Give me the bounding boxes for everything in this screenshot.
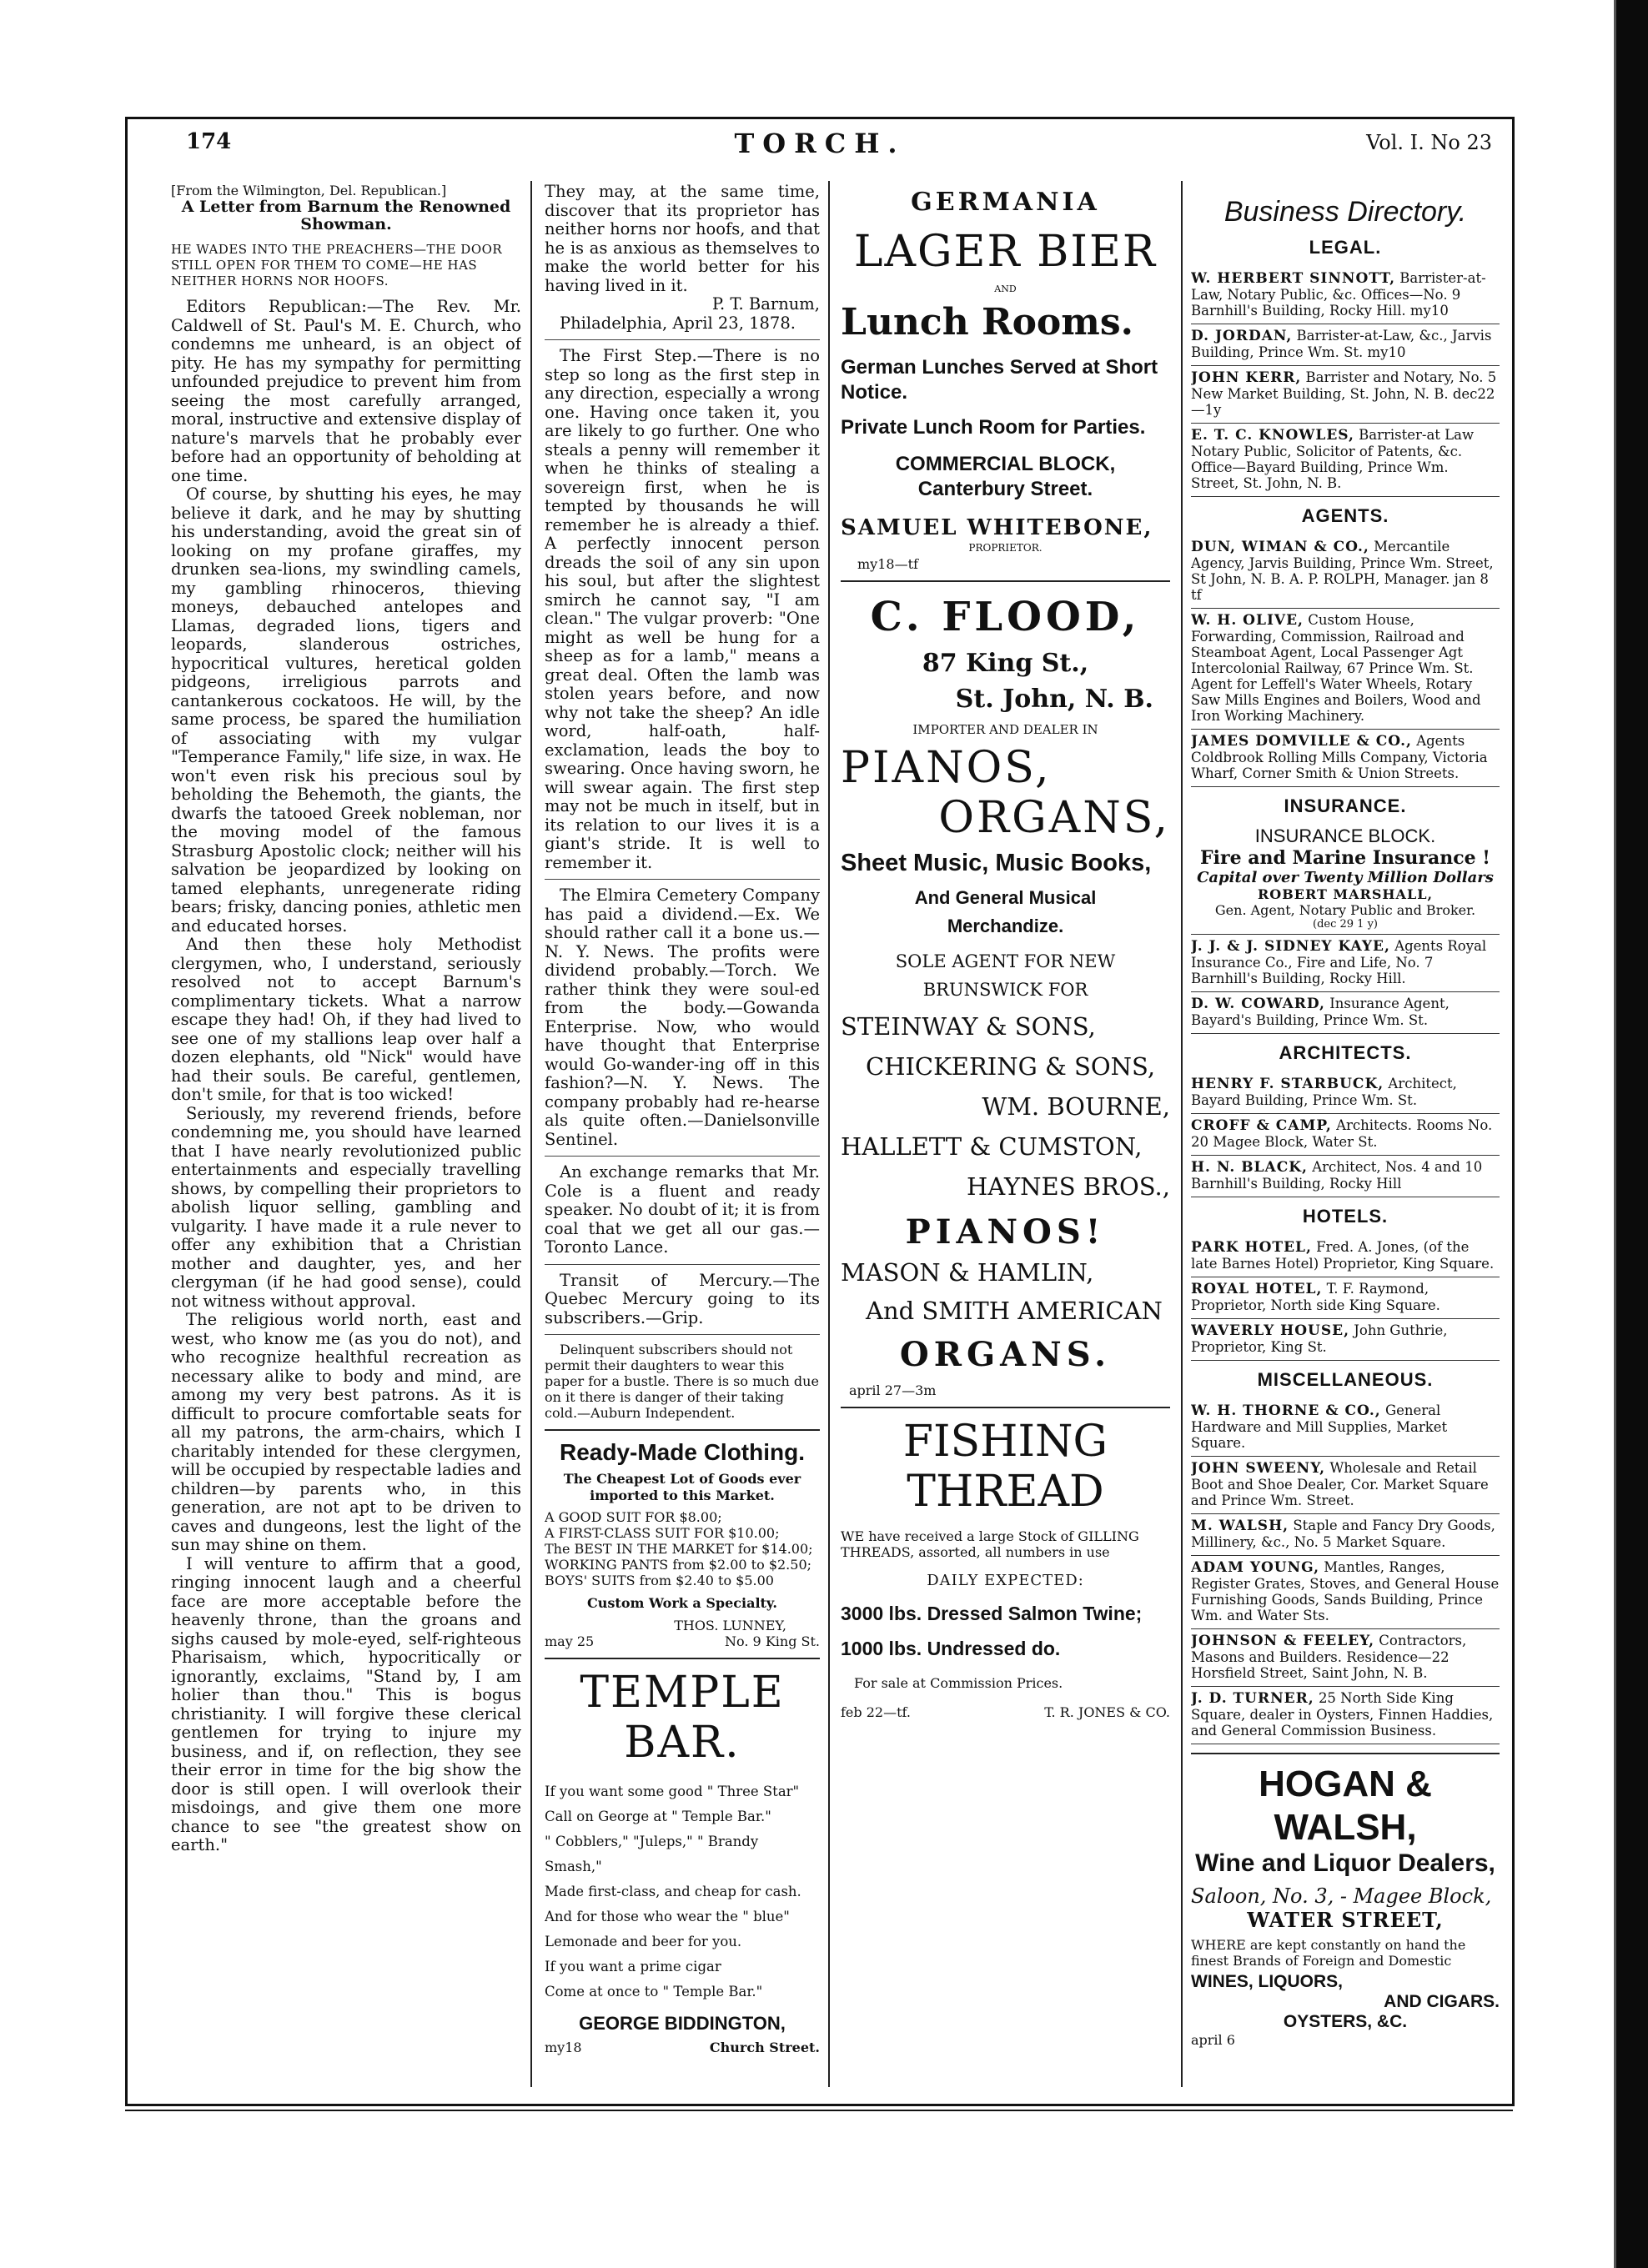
ad-line: Saloon, No. 3, - Magee Block, [1191,1884,1492,1908]
article-paragraph: They may, at the same time, discover that its proprietor has neither horns nor hoofs, and that he is as anxious as themselves to make the world better for his having lived in it. [545,183,820,295]
directory-entry: M. WALSH, Staple and Fancy Dry Goods, Millinery, &c., No. 5 Market Square. [1191,1514,1500,1556]
directory-entry: ADAM YOUNG, Mantles, Ranges, Register Grates, Stoves, and General House Furnishing Goods, Sands Building, Prince Wm. and Water Sts. [1191,1556,1500,1629]
article-paragraph: The religious world north, east and west, who know me (as you do not), and who recognize healthful recreation as necessary alike to body and mind, are among my very best patrons. As it is difficult to procure comfortable seats for all my patrons, the arm-chairs, which I charitably intended for these clergymen, will be occupied by respectable ladies and children—by parents who, in this generation, are not apt to be driven to caves and dungeons, lest the light of the sun may shine on them. [171,1310,521,1554]
ad-footer [545,1633,820,1649]
directory-entry: D. W. COWARD, Insurance Agent, Bayard's Building, Prince Wm. St. [1191,992,1500,1034]
ad-heading: Sheet Music, Music Books, [841,850,1152,876]
ad-clothing [545,1439,820,1649]
ad-footer [841,1704,1170,1720]
divider [545,1156,820,1157]
ad-maker: HAYNES BROS., [966,1172,1170,1201]
article-paragraph: I will venture to affirm that a good, ringing innocent laugh and a cheerful face are more acceptable before the heavenly throne, than the groans and sighs caused by mole-eyed, self-righteous Pharisaism, which, hypocritically or ignorantly, exclaims, "Stand by, I am holier than thou." This is bogus christianity. I will forgive these clerical gentlemen for trying to injure my business, and if, on reflection, they see their error in time for the big show the door is still open. I will overlook their misdoings, and give them one more chance to see "the greatest show on earth." [171,1553,521,1854]
ad-line: WHERE are kept constantly on hand the finest Brands of Foreign and Domestic [1191,1937,1466,1969]
ad-line: WORKING PANTS from $2.00 to $2.50; [545,1557,812,1573]
article-paragraph: The Elmira Cemetery Company has paid a dividend.—Ex. We should rather call it a bone us.—N. Y. News. The profits were dividend probably.—Torch. We rather think they were soul-ed from the body.—Gowanda Enterprise. Now, who would have thought that Enterprise would Go-wander-ing off in this fashion?—N. Y. News. The company probably had re-hearse als quite often.—Danielsonville Sentinel. [545,886,820,1149]
scan-border [1616,0,1648,2268]
article-paragraph: Editors Republican:—The Rev. Mr. Caldwell of St. Paul's M. E. Church, who condemns me unheard, is an object of pity. He has my sympathy for permitting unfounded prejudice to prevent him from seeing the most carefully arranged, moral, instructive and extensive display of nature's marvels that he probably ever before had an opportunity of beholding at one time. [171,297,521,485]
article-dateline: Philadelphia, April 23, 1878. [560,313,796,333]
section-agents: AGENTS. [1301,505,1389,526]
ad-owner: GEORGE BIDDINGTON, [579,2013,786,2034]
ad-line: 87 King St., [922,649,1089,678]
ad-line: German Lunches Served at Short Notice. [841,356,1158,404]
directory-entry: J. J. & J. SIDNEY KAYE, Agents Royal Insurance Co., Fire and Life, No. 7 Barnhill's Building, Rocky Hill. [1191,935,1500,992]
ad-date: april 6 [1191,2032,1235,2048]
insurance-block-ad: INSURANCE BLOCK. Fire and Marine Insurance ! Capital over Twenty Million Dollars ROBERT MARSHALL, Gen. Agent, Notary Public and Broker. (dec 29 1 y) [1191,825,1500,935]
article-deck: HE WADES INTO THE PREACHERS—THE DOOR STILL OPEN FOR THEM TO COME—HE HAS NEITHER HORNS NOR HOOFS. [171,242,503,289]
divider [841,1407,1170,1408]
ad-heading: GERMANIA [911,188,1100,217]
directory-entry: ROYAL HOTEL, T. F. Raymond, Proprietor, North side King Square. [1191,1277,1500,1319]
ad-heading: ORGANS, [938,793,1170,843]
divider [545,339,820,340]
ad-germania [841,188,1170,572]
column-business-directory [1191,183,1500,2092]
article-paragraph: The First Step.—There is no step so long as the first step in any direction, especially a wrong one. Having once taken it, you are likely to go further. One who steals a penny will remember it when he thinks of stealing a sovereign first, when he is tempted by thousands he will remember he is already a thief. A perfectly innocent person dreads the soil of any sin upon his soul, but after the slightest smirch he cannot say, "I am clean." The vulgar proverb: "One might as well be hung for a sheep as for a lamb," means a great deal. Often the lamb was stolen years before, and now why not take the sheep? An idle word, half-oath, half-exclamation, leads the boy to swearing. Once having sworn, he will swear again. The first step may not be much in itself, but in its relation to our lives it is a giant's stride. It is well to remember it. [545,346,820,872]
ad-line: St. John, N. B. [955,685,1153,714]
ad-line: 1000 lbs. Undressed do. [841,1638,1061,1659]
column-rule [1181,181,1183,2087]
ad-line: AND [994,284,1017,294]
ad-heading: HOGAN & WALSH, [1259,1764,1432,1848]
directory-entry: CROFF & CAMP, Architects. Rooms No. 20 Magee Block, Water St. [1191,1114,1500,1156]
ad-line: A GOOD SUIT FOR $8.00; [545,1509,722,1525]
ad-line: Lemonade and beer for you. [545,1934,742,1949]
directory-entry: WAVERLY HOUSE, John Guthrie, Proprietor, King St. [1191,1319,1500,1361]
newspaper-page [125,117,1515,2106]
divider [1191,1753,1500,1754]
ad-line: WATER STREET, [1247,1908,1444,1932]
ad-owner: T. R. JONES & CO. [1044,1704,1170,1720]
ad-line: Made first-class, and cheap for cash. [545,1884,801,1899]
ad-line: For sale at Commission Prices. [854,1675,1063,1691]
ad-heading: PIANOS! [905,1212,1106,1252]
ad-date: feb 22—tf. [841,1704,911,1720]
column-ads [841,183,1170,2092]
divider [545,1334,820,1335]
directory-entry: PARK HOTEL, Fred. A. Jones, (of the late Barnes Hotel) Proprietor, King Square. [1191,1236,1500,1277]
section-legal: LEGAL. [1309,237,1382,258]
ad-line: PROPRIETOR. [968,542,1043,554]
directory-entry: J. D. TURNER, 25 North Side King Square, dealer in Oysters, Finnen Haddies, and General Commission Business. [1191,1687,1500,1744]
section-miscellaneous: MISCELLANEOUS. [1257,1369,1434,1390]
ad-line: WE have received a large Stock of GILLING THREADS, assorted, all numbers in use [841,1528,1139,1560]
directory-entry: JOHN KERR, Barrister and Notary, No. 5 New Market Building, St. John, N. B. dec22—1y [1191,366,1500,424]
ad-line: Private Lunch Room for Parties. [841,416,1146,439]
directory-entry: D. JORDAN, Barrister-at-Law, &c., Jarvis Building, Prince Wm. St. my10 [1191,324,1500,366]
ad-heading: C. FLOOD, [870,594,1141,640]
directory-entry: JAMES DOMVILLE & CO., Agents Coldbrook Rolling Mills Company, Victoria Wharf, Corner Smith & Union Streets. [1191,730,1500,787]
ad-line: MASON & HAMLIN, [841,1258,1094,1287]
article-paragraph: And then these holy Methodist clergymen, who, I understand, seriously resolved not to accept Barnum's complimentary tickets. What a narrow escape they had! Oh, if they had lived to see one of my stallions leap over half a dozen elephants, old "Nick" would have had their souls. Be careful, gentlemen, don't smile, for that is too wicked! [171,935,521,1104]
ad-heading: ORGANS. [899,1335,1112,1374]
ad-heading: Ready-Made Clothing. [559,1439,805,1465]
directory-entry: W. H. THORNE & CO., General Hardware and Mill Supplies, Market Square. [1191,1399,1500,1457]
ad-line: If you want a prime cigar [545,1959,721,1974]
ad-flood [841,594,1170,1398]
ad-maker: HALLETT & CUMSTON, [841,1132,1143,1161]
ad-owner: THOS. LUNNEY, [674,1618,786,1633]
directory-entry: JOHNSON & FEELEY, Contractors, Masons and Builders. Residence—22 Horsfield Street, Saint John, N. B. [1191,1629,1500,1687]
ad-date: my18—tf [857,556,918,572]
ad-date: may 25 [545,1633,595,1649]
ad-line: DAILY EXPECTED: [927,1572,1084,1589]
ad-line: WINES, LIQUORS, [1191,1972,1344,1991]
ad-line: AND CIGARS. [1384,1992,1500,2011]
directory-entry: E. T. C. KNOWLES, Barrister-at Law Notary Public, Solicitor of Patents, &c. Office—Bayard Building, Prince Wm. Street, St. John, N. B. [1191,424,1500,497]
ad-line: If you want some good " Three Star" [545,1784,800,1799]
article-paragraph: Transit of Mercury.—The Quebec Mercury going to its subscribers.—Grip. [545,1270,820,1327]
ad-line: Custom Work a Specialty. [587,1595,777,1611]
ad-date: my18 [545,2040,582,2055]
ad-line: Merchandize. [947,916,1064,936]
ad-maker: STEINWAY & SONS, [841,1012,1096,1041]
ad-line: And for those who wear the " blue" [545,1909,790,1924]
divider [545,1429,820,1431]
ad-line: COMMERCIAL BLOCK, [895,453,1116,475]
directory-entry: HENRY F. STARBUCK, Architect, Bayard Building, Prince Wm. St. [1191,1072,1500,1114]
ad-maker: WM. BOURNE, [982,1092,1170,1121]
directory-entry: W. HERBERT SINNOTT, Barrister-at-Law, Notary Public, &c. Offices—No. 9 Barnhill's Building, Rocky Hill. my10 [1191,267,1500,324]
ad-address: Church Street. [709,2040,820,2055]
article-title: A Letter from Barnum the Renowned Showman. [181,198,511,233]
ad-heading: Wine and Liquor Dealers, [1195,1849,1495,1877]
ad-line: OYSTERS, &C. [1283,2012,1408,2031]
ad-footer [545,2040,820,2055]
divider [545,879,820,880]
ad-heading: PIANOS, [841,743,1052,793]
ad-line: Come at once to " Temple Bar." [545,1984,763,2000]
ad-heading: TEMPLE BAR. [580,1668,785,1768]
divider [545,1658,820,1659]
ad-line: Call on George at " Temple Bar." [545,1809,771,1824]
masthead: TORCH. [734,128,906,159]
ad-line: A FIRST-CLASS SUIT FOR $10.00; [545,1525,780,1541]
ad-temple-bar [545,1668,820,2055]
column-barnum-letter [171,183,521,2092]
ad-fishing-thread [841,1417,1170,1720]
directory-entry: W. H. OLIVE, Custom House, Forwarding, Commission, Railroad and Steamboat Agent, Local Passenger Agt Intercolonial Railway, 67 Prince Wm. St. Agent for Leffell's Water Wheels, Rotary Saw Mills Engines and Boilers, Wood and Iron Working Machinery. [1191,609,1500,730]
column-rule [530,181,532,2087]
ad-line: SOLE AGENT FOR NEW BRUNSWICK FOR [895,951,1116,1000]
ad-line: 3000 lbs. Dressed Salmon Twine; [841,1603,1143,1624]
article-source: [From the Wilmington, Del. Republican.] [171,183,447,198]
divider [841,580,1170,582]
article-paragraph: An exchange remarks that Mr. Cole is a fluent and ready speaker. No doubt of it; it is from coal that we get all our gas.—Toronto Lance. [545,1162,820,1257]
divider [545,1264,820,1265]
column-items [545,183,820,2092]
article-paragraph: Of course, by shutting his eyes, he may believe it dark, and he may by shutting his understanding, avoid the great sin of looking on my profane giraffes, my drunken sea-lions, my swindling camels, my gambling rhinoceros, thieving moneys, debauched antelopes and Llamas, degraded lions, tigers and leopards, slanderous ostriches, hypocritical vultures, heretical golden pidgeons, irreligious parrots and cantankerous cockatoos. He will, by the same process, be spared the humiliation of associating with my vulgar "Temperance Family," life size, in wax. He won't even risk his precious soul by beholding the Behemoth, the giants, the dwarfs the tatooed Greek nobleman, nor the moving model of the famous Strasburg Apostolic clock; neither will his salvation be jeopardized by looking on tamed elephants, unregenerate riding bears; frisky, dancing ponies, athletic men and educated horses. [171,484,521,936]
ad-line: IMPORTER AND DEALER IN [912,722,1098,737]
ad-heading: FISHING THREAD [902,1417,1108,1517]
directory-entry: JOHN SWEENY, Wholesale and Retail Boot and Shoe Dealer, Cor. Market Square and Prince Wm. Street. [1191,1457,1500,1514]
article-paragraph: Seriously, my reverend friends, before condemning me, you should have learned that I have nearly revolutionized public entertainments and especially travelling shows, by compelling their proprietors to abolish liquor selling, gambling and vulgarity. I have made it a rule never to offer any exhibition that a Christian mother and daughter, yes, and her clergyman (if he had good sense), could not witness without approval. [171,1103,521,1311]
ad-line: " Cobblers," "Juleps," " Brandy Smash," [545,1834,759,1874]
column-rule [828,181,830,2087]
page-number: 174 [186,129,232,154]
directory-entry: H. N. BLACK, Architect, Nos. 4 and 10 Barnhill's Building, Rocky Hill [1191,1156,1500,1197]
ad-heading: Lunch Rooms. [841,301,1133,344]
directory-entry: DUN, WIMAN & CO., Mercantile Agency, Jarvis Building, Prince Wm. Street, St John, N. B. A. P. ROLPH, Manager. jan 8 tf [1191,535,1500,609]
directory-title: Business Directory. [1223,196,1467,228]
ad-heading: LAGER BIER [853,227,1158,277]
ad-line: BOYS' SUITS from $2.40 to $5.00 [545,1573,774,1588]
ad-verse [545,1779,820,2005]
ad-hogan-walsh [1191,1763,1500,2048]
section-hotels: HOTELS. [1302,1206,1389,1227]
bottom-rule [125,2110,1513,2111]
ad-subheading: The Cheapest Lot of Goods ever imported to this Market. [563,1471,801,1503]
ad-owner: SAMUEL WHITEBONE, [841,515,1153,540]
ad-line: Canterbury Street. [917,478,1093,500]
article-signature: P. T. Barnum, [711,294,820,314]
page-header [128,119,1512,176]
article-paragraph: Delinquent subscribers should not permit their daughters to wear this paper for a bustle. There is so much due on it there is danger of their taking cold.—Auburn Independent. [545,1342,819,1421]
ad-line: And SMITH AMERICAN [866,1297,1163,1325]
section-insurance: INSURANCE. [1284,795,1407,816]
ad-address: No. 9 King St. [725,1633,820,1649]
ad-line: The BEST IN THE MARKET for $14.00; [545,1541,813,1557]
ad-line: And General Musical [914,887,1097,908]
ad-maker: CHICKERING & SONS, [866,1052,1156,1081]
section-architects: ARCHITECTS. [1279,1042,1412,1063]
ad-date: april 27—3m [849,1382,937,1398]
volume-number: Vol. I. No 23 [1366,131,1492,154]
